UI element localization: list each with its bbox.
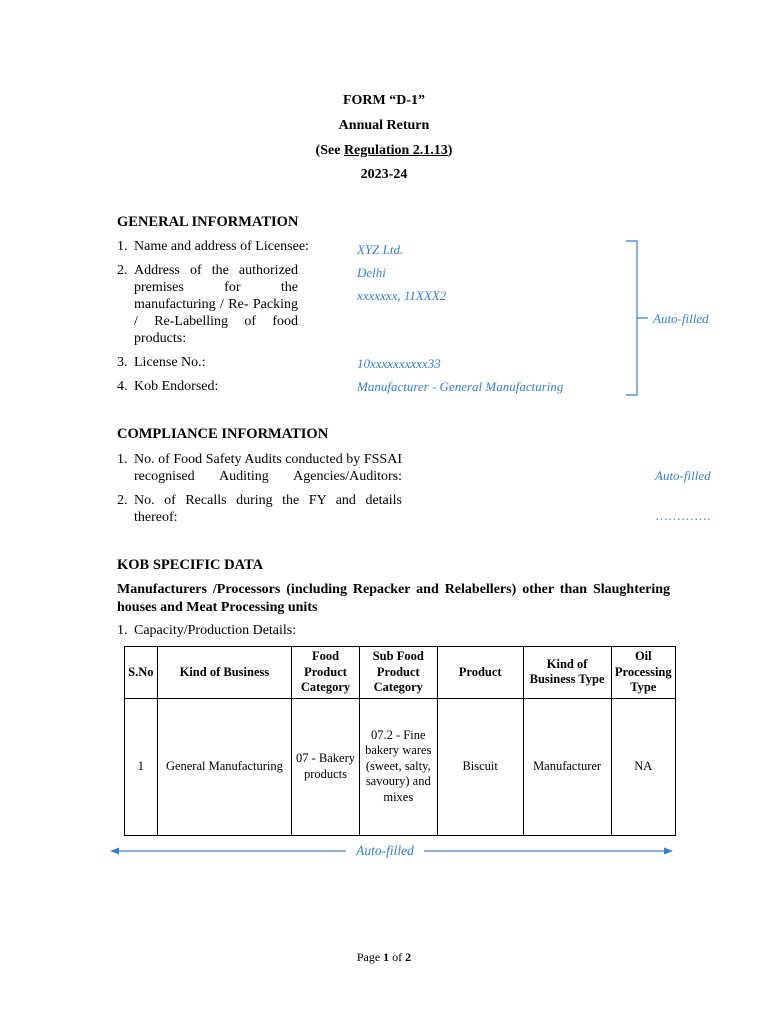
form-year: 2023-24 <box>360 167 408 182</box>
capacity-table <box>124 646 676 836</box>
column-header: Product <box>437 647 523 699</box>
table-cell: 07.2 - Fine bakery wares (sweet, salty, savoury) and mixes <box>359 698 437 835</box>
recalls-value: …………. <box>655 508 711 523</box>
licensee-name-value: XYZ Ltd. <box>357 242 404 257</box>
general-item-number: 3. <box>117 355 128 370</box>
form-title: FORM “D-1” <box>342 93 426 108</box>
column-header: Oil Processing Type <box>611 647 675 699</box>
column-header: S.No <box>125 647 158 699</box>
kob-subheading: Manufacturers /Processors (including Repacker and Relabellers) other than Slaughtering houses and Meat Processing units <box>117 582 670 615</box>
premises-address-value: xxxxxxx, 11XXX2 <box>357 288 447 303</box>
right-brace-icon <box>626 241 648 395</box>
regulation-link: Regulation 2.1.13 <box>343 143 448 158</box>
compliance-item-number: 1. <box>117 452 128 467</box>
page-number <box>0 950 768 965</box>
page-total: 2 <box>405 950 412 964</box>
kob-heading: KOB SPECIFIC DATA <box>117 557 264 573</box>
table-row <box>125 698 676 835</box>
regulation-prefix: (See <box>315 143 344 158</box>
general-item-label: Kob Endorsed: <box>134 379 219 394</box>
general-item-label: License No.: <box>134 355 206 370</box>
general-item-label: Address of the authorized premises for the manufacturing / Re- Packing / Re-Labelling of food products: <box>134 263 298 346</box>
column-header: Kind of Business <box>157 647 291 699</box>
column-header: Sub Food Product Category <box>359 647 437 699</box>
capacity-label: Capacity/Production Details: <box>134 623 297 638</box>
table-cell: Biscuit <box>437 698 523 835</box>
general-info-heading: GENERAL INFORMATION <box>117 214 299 230</box>
general-item-number: 2. <box>117 263 128 278</box>
page-of: of <box>389 950 406 964</box>
audits-value: Auto-filled <box>655 468 711 483</box>
general-item-number: 1. <box>117 239 128 254</box>
table-auto-filled-label: Auto-filled <box>356 843 414 858</box>
table-cell: Manufacturer <box>523 698 611 835</box>
form-subtitle: Annual Return <box>338 118 430 133</box>
compliance-item-label: No. of Food Safety Audits conducted by FSSAI recognised Auditing Agencies/Auditors: <box>134 452 402 484</box>
compliance-item-number: 2. <box>117 493 128 508</box>
arrow-left-icon <box>110 848 119 855</box>
general-auto-filled-label: Auto-filled <box>653 311 709 326</box>
compliance-heading: COMPLIANCE INFORMATION <box>117 426 329 442</box>
table-cell: NA <box>611 698 675 835</box>
general-item-number: 4. <box>117 379 128 394</box>
table-cell: 07 - Bakery products <box>292 698 360 835</box>
capacity-number: 1. <box>117 623 128 638</box>
column-header: Kind of Business Type <box>523 647 611 699</box>
general-item-label: Name and address of Licensee: <box>134 239 309 254</box>
license-number-value: 10xxxxxxxxxx33 <box>357 356 441 371</box>
kob-endorsed-value: Manufacturer - General Manufacturing <box>357 379 564 394</box>
table-header-row <box>125 647 676 699</box>
page-current: 1 <box>383 950 390 964</box>
column-header: Food Product Category <box>292 647 360 699</box>
licensee-city-value: Delhi <box>357 265 386 280</box>
arrow-right-icon <box>664 848 673 855</box>
table-cell: General Manufacturing <box>157 698 291 835</box>
table-cell: 1 <box>125 698 158 835</box>
page-prefix: Page <box>356 950 384 964</box>
compliance-item-label: No. of Recalls during the FY and details thereof: <box>134 493 402 525</box>
regulation-suffix: ) <box>447 143 453 158</box>
